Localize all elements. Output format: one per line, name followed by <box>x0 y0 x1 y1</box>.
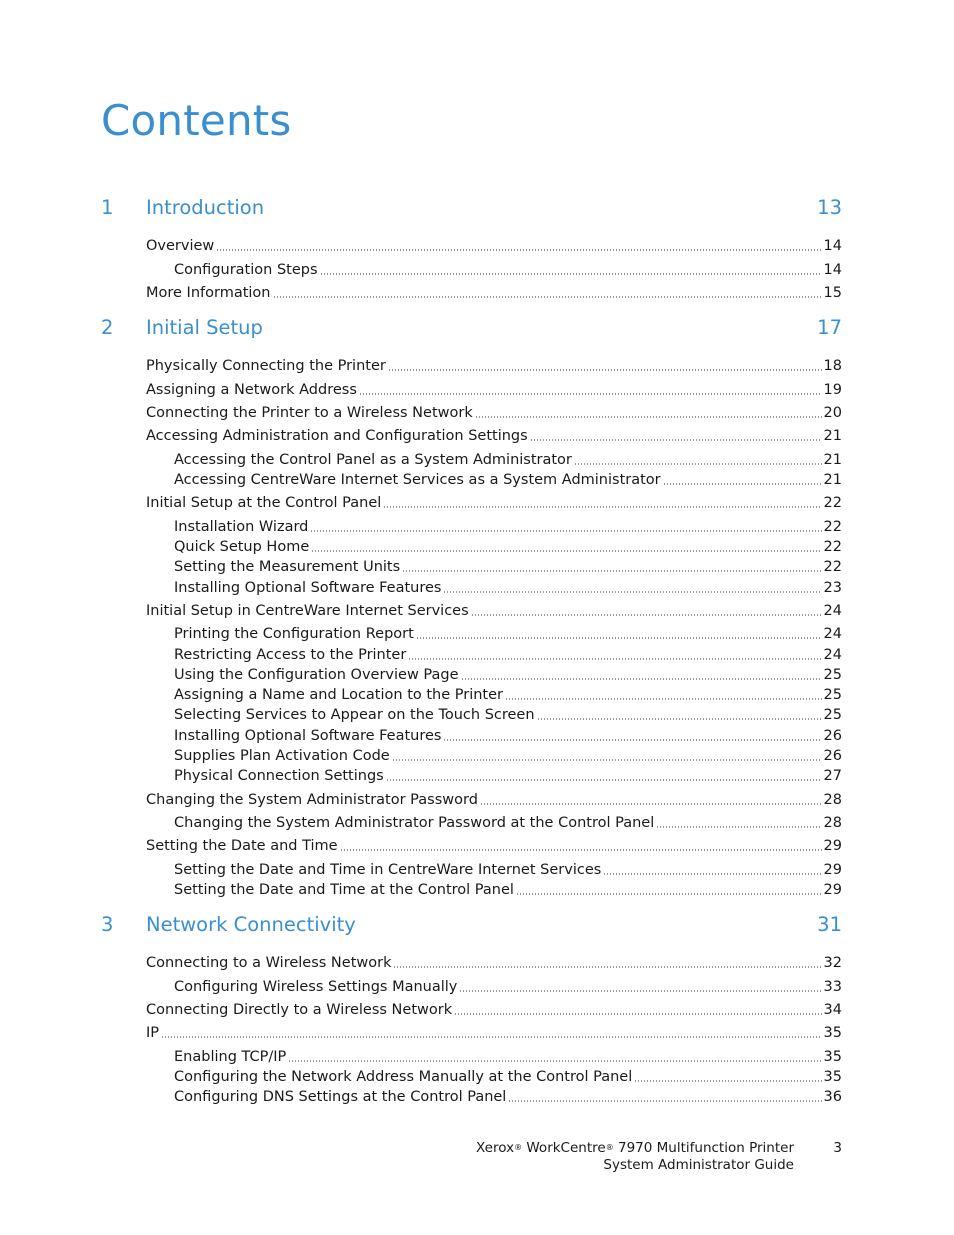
footer-model: 7970 Multifunction Printer <box>618 1140 794 1156</box>
toc-entry-label: Changing the System Administrator Password <box>146 792 478 808</box>
toc-entry-page: 26 <box>823 728 842 744</box>
toc-entry-label: Setting the Date and Time <box>146 838 338 854</box>
toc-entry-page: 35 <box>823 1025 842 1041</box>
toc-subentry[interactable] <box>174 861 842 880</box>
dot-leader <box>443 739 821 741</box>
dot-leader <box>574 463 822 465</box>
toc-entry-label: Supplies Plan Activation Code <box>174 748 390 764</box>
toc-entry-page: 35 <box>823 1049 842 1065</box>
toc-entry[interactable] <box>146 404 842 423</box>
toc-entry-label: Accessing Administration and Configuration Settings <box>146 428 528 444</box>
toc-subentry[interactable] <box>174 706 842 725</box>
toc-entry[interactable] <box>146 837 842 856</box>
dot-leader <box>508 1100 821 1102</box>
toc-entry-page: 24 <box>823 626 842 642</box>
dot-leader <box>471 614 822 616</box>
dot-leader <box>310 530 821 532</box>
chapter-number: 1 <box>101 196 114 219</box>
toc-entry-label: Setting the Measurement Units <box>174 559 401 575</box>
toc-entry-page: 19 <box>823 382 842 398</box>
dot-leader <box>386 779 822 781</box>
toc-subentry[interactable] <box>174 558 842 577</box>
dot-leader <box>393 966 821 968</box>
dot-leader <box>416 637 822 639</box>
toc-subentry[interactable] <box>174 727 842 746</box>
toc-entry-label: Restricting Access to the Printer <box>174 647 407 663</box>
toc-entry-page: 34 <box>823 1002 842 1018</box>
dot-leader <box>443 591 821 593</box>
toc-entry[interactable] <box>146 381 842 400</box>
toc-entry[interactable] <box>146 1001 842 1020</box>
toc-subentry[interactable] <box>174 747 842 766</box>
toc-entry-label: More Information <box>146 285 271 301</box>
page-title: Contents <box>101 96 292 145</box>
registered-mark: ® <box>514 1143 523 1152</box>
toc-entry-page: 24 <box>823 603 842 619</box>
page-footer <box>400 1140 794 1174</box>
toc-entry-page: 23 <box>823 580 842 596</box>
toc-entry-label: Installing Optional Software Features <box>174 728 442 744</box>
chapter-heading[interactable] <box>101 913 842 939</box>
toc-subentry[interactable] <box>174 518 842 537</box>
dot-leader <box>408 658 821 660</box>
toc-subentry[interactable] <box>174 767 842 786</box>
toc-entry-page: 21 <box>823 452 842 468</box>
toc-entry-page: 15 <box>823 285 842 301</box>
toc-entry-page: 22 <box>823 519 842 535</box>
toc-entry-page: 14 <box>823 262 842 278</box>
toc-entry-label: Using the Configuration Overview Page <box>174 667 459 683</box>
footer-brand: Xerox <box>476 1140 515 1156</box>
dot-leader <box>603 873 821 875</box>
toc-subentry[interactable] <box>174 814 842 833</box>
toc-entry[interactable] <box>146 284 842 303</box>
toc-entry-page: 25 <box>823 667 842 683</box>
toc-entry[interactable] <box>146 427 842 446</box>
toc-subentry[interactable] <box>174 881 842 900</box>
dot-leader <box>475 416 822 418</box>
toc-entry-page: 22 <box>823 539 842 555</box>
toc-subentry[interactable] <box>174 1088 842 1107</box>
toc-subentry[interactable] <box>174 451 842 470</box>
chapter-title: Network Connectivity <box>146 913 356 936</box>
toc-subentry[interactable] <box>174 1068 842 1087</box>
chapter-heading[interactable] <box>101 196 842 222</box>
chapter-page-number: 17 <box>817 316 842 339</box>
toc-entry[interactable] <box>146 237 842 256</box>
toc-subentry[interactable] <box>174 625 842 644</box>
toc-entry-label: Changing the System Administrator Password at the Control Panel <box>174 815 655 831</box>
toc-entry-label: Connecting to a Wireless Network <box>146 955 392 971</box>
dot-leader <box>461 678 822 680</box>
toc-entry-label: Physical Connection Settings <box>174 768 384 784</box>
dot-leader <box>402 570 821 572</box>
toc-entry-page: 35 <box>823 1069 842 1085</box>
dot-leader <box>530 439 822 441</box>
dot-leader <box>505 698 822 700</box>
toc-subentry[interactable] <box>174 538 842 557</box>
dot-leader <box>388 369 822 371</box>
toc-entry-page: 29 <box>823 862 842 878</box>
toc-entry-label: Initial Setup at the Control Panel <box>146 495 382 511</box>
toc-entry-page: 27 <box>823 768 842 784</box>
chapter-heading[interactable] <box>101 316 842 342</box>
toc-entry-page: 29 <box>823 882 842 898</box>
dot-leader <box>216 249 821 251</box>
dot-leader <box>537 718 822 720</box>
toc-entry-page: 36 <box>823 1089 842 1105</box>
toc-entry-label: Configuring the Network Address Manually at the Control Panel <box>174 1069 633 1085</box>
toc-entry[interactable] <box>146 791 842 810</box>
toc-entry-page: 22 <box>823 559 842 575</box>
toc-entry-page: 24 <box>823 647 842 663</box>
toc-entry-label: Overview <box>146 238 215 254</box>
dot-leader <box>359 393 822 395</box>
toc-entry-label: Configuration Steps <box>174 262 318 278</box>
toc-entry-page: 25 <box>823 707 842 723</box>
dot-leader <box>454 1013 821 1015</box>
toc-subentry[interactable] <box>174 646 842 665</box>
toc-entry-label: Printing the Configuration Report <box>174 626 414 642</box>
toc-entry-page: 21 <box>823 428 842 444</box>
toc-subentry[interactable] <box>174 666 842 685</box>
dot-leader <box>288 1060 821 1062</box>
toc-entry[interactable] <box>146 954 842 973</box>
toc-entry[interactable] <box>146 602 842 621</box>
registered-mark: ® <box>605 1143 614 1152</box>
toc-entry-page: 25 <box>823 687 842 703</box>
chapter-title: Introduction <box>146 196 265 219</box>
dot-leader <box>161 1036 822 1038</box>
toc-entry[interactable] <box>146 494 842 513</box>
toc-subentry[interactable] <box>174 261 842 280</box>
toc-subentry[interactable] <box>174 471 842 490</box>
toc-entry-label: Accessing the Control Panel as a System Administrator <box>174 452 572 468</box>
toc-entry-page: 28 <box>823 815 842 831</box>
toc-entry[interactable] <box>146 357 842 376</box>
dot-leader <box>480 803 822 805</box>
toc-entry-label: Enabling TCP/IP <box>174 1049 287 1065</box>
toc-entry-label: Selecting Services to Appear on the Touch Screen <box>174 707 535 723</box>
toc-entry-page: 20 <box>823 405 842 421</box>
toc-entry-label: Assigning a Name and Location to the Printer <box>174 687 503 703</box>
footer-product: WorkCentre <box>526 1140 606 1156</box>
footer-guide-title: System Administrator Guide <box>603 1157 794 1173</box>
toc-entry-label: Installing Optional Software Features <box>174 580 442 596</box>
toc-subentry[interactable] <box>174 1048 842 1067</box>
dot-leader <box>383 506 821 508</box>
toc-entry-label: Assigning a Network Address <box>146 382 357 398</box>
toc-entry-page: 26 <box>823 748 842 764</box>
toc-entry-label: IP <box>146 1025 160 1041</box>
toc-entry-page: 22 <box>823 495 842 511</box>
toc-entry-label: Configuring DNS Settings at the Control Panel <box>174 1089 507 1105</box>
toc-entry-label: Configuring Wireless Settings Manually <box>174 979 458 995</box>
dot-leader <box>656 826 821 828</box>
chapter-page-number: 13 <box>817 196 842 219</box>
dot-leader <box>311 550 821 552</box>
toc-entry-label: Physically Connecting the Printer <box>146 358 386 374</box>
dot-leader <box>663 483 822 485</box>
dot-leader <box>273 296 822 298</box>
toc-entry-page: 32 <box>823 955 842 971</box>
chapter-number: 3 <box>101 913 114 936</box>
toc-entry-page: 28 <box>823 792 842 808</box>
toc-entry-label: Setting the Date and Time in CentreWare Internet Services <box>174 862 602 878</box>
footer-product-line <box>400 1140 794 1157</box>
chapter-title: Initial Setup <box>146 316 263 339</box>
toc-entry-label: Accessing CentreWare Internet Services as a System Administrator <box>174 472 661 488</box>
toc-entry-page: 33 <box>823 979 842 995</box>
toc-subentry[interactable] <box>174 686 842 705</box>
dot-leader <box>320 273 822 275</box>
toc-entry-label: Initial Setup in CentreWare Internet Services <box>146 603 469 619</box>
toc-entry-label: Connecting Directly to a Wireless Network <box>146 1002 453 1018</box>
toc-subentry[interactable] <box>174 978 842 997</box>
dot-leader <box>340 849 822 851</box>
toc-entry-page: 18 <box>823 358 842 374</box>
dot-leader <box>634 1080 821 1082</box>
toc-entry-label: Setting the Date and Time at the Control Panel <box>174 882 514 898</box>
toc-entry-page: 14 <box>823 238 842 254</box>
toc-entry-label: Connecting the Printer to a Wireless Network <box>146 405 473 421</box>
chapter-page-number: 31 <box>817 913 842 936</box>
toc-entry-label: Quick Setup Home <box>174 539 310 555</box>
dot-leader <box>516 893 822 895</box>
toc-entry[interactable] <box>146 1024 842 1043</box>
dot-leader <box>459 990 821 992</box>
footer-page-number: 3 <box>833 1140 842 1156</box>
toc-entry-page: 29 <box>823 838 842 854</box>
chapter-number: 2 <box>101 316 114 339</box>
toc-entry-label: Installation Wizard <box>174 519 309 535</box>
toc-subentry[interactable] <box>174 579 842 598</box>
dot-leader <box>392 759 822 761</box>
toc-entry-page: 21 <box>823 472 842 488</box>
